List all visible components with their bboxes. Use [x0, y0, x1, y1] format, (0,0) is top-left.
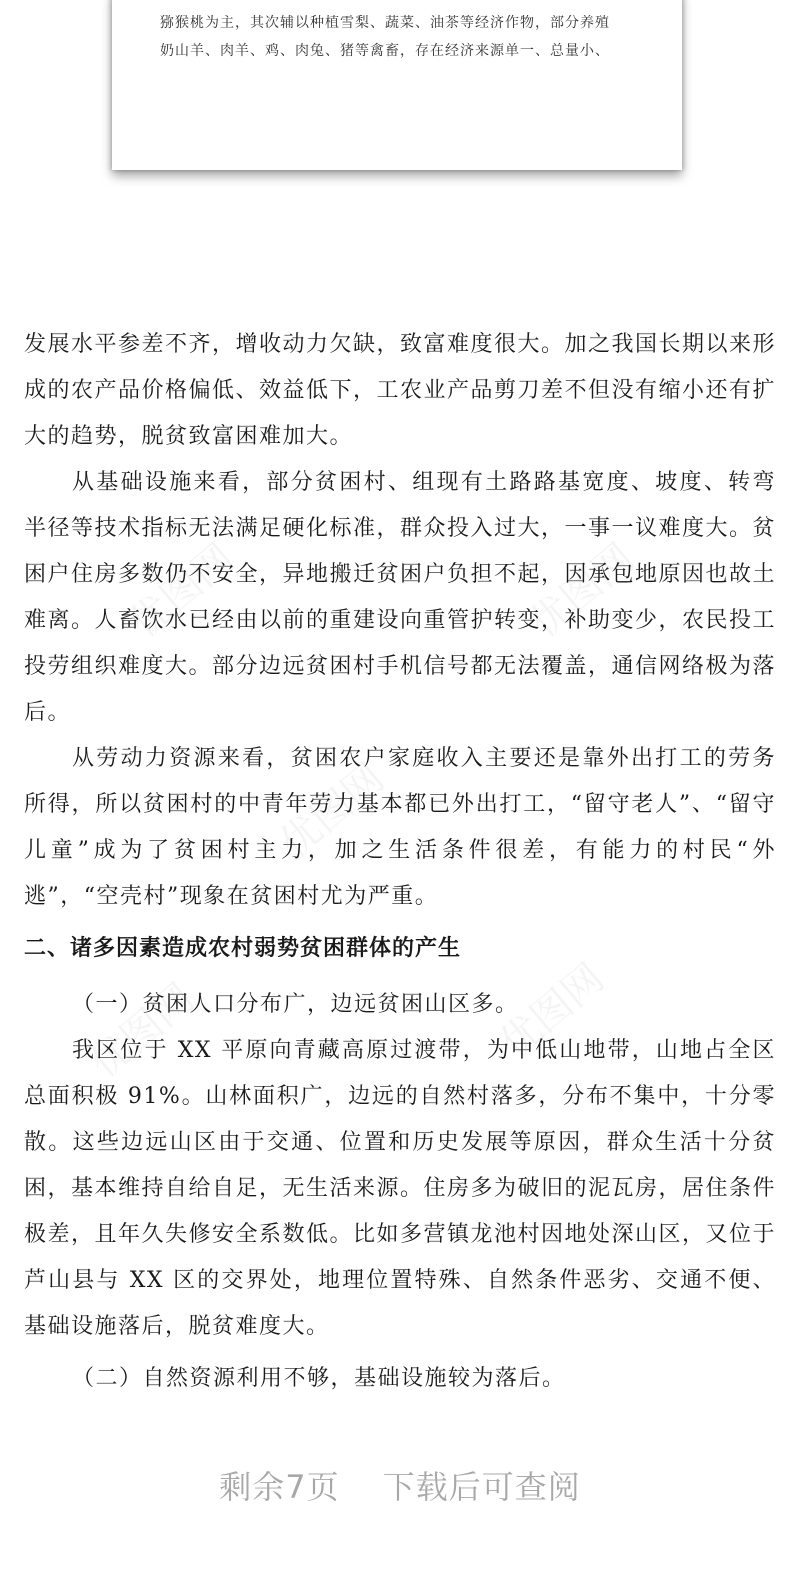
download-to-view-label[interactable]: 下载后可查阅 — [382, 1468, 581, 1506]
subsection-heading-2: （二）自然资源利用不够，基础设施较为落后。 — [72, 1366, 566, 1391]
paragraph-labor: 从劳动力资源来看，贫困农户家庭收入主要还是靠外出打工的劳务所得，所以贫困村的中青年劳力基本都已外出打工，“留守老人”、“留守儿童”成为了贫困村主力，加之生活条件很差，有能力的村民“外逃”，“空壳村”现象在贫困村尤为严重。 — [24, 746, 776, 909]
previous-page-card — [112, 0, 682, 170]
section-heading-2: 二、诸多因素造成农村弱势贫困群体的产生 — [24, 936, 462, 961]
previous-page-line-1: 猕猴桃为主，其次辅以种植雪梨、蔬菜、油茶等经济作物，部分养殖 — [160, 15, 610, 31]
paragraph-infrastructure: 从基础设施来看，部分贫困村、组现有土路路基宽度、坡度、转弯半径等技术指标无法满足硬化标准，群众投入过大，一事一议难度大。贫困户住房多数仍不安全，异地搬迁贫困户负担不起，因承包地原因也故土难离。人畜饮水已经由以前的重建设向重管护转变，补助变少，农民投工投劳组织难度大。部分边远贫困村手机信号都无法覆盖，通信网络极为落后。 — [24, 470, 777, 725]
previous-page-line-2: 奶山羊、肉羊、鸡、肉兔、猪等禽畜，存在经济来源单一、总量小、 — [160, 43, 610, 59]
document-body — [24, 322, 776, 1402]
paragraph-continuation: 发展水平参差不齐，增收动力欠缺，致富难度很大。加之我国长期以来形成的农产品价格偏低、效益低下，工农业产品剪刀差不但没有缩小还有扩大的趋势，脱贫致富困难加大。 — [24, 332, 777, 449]
subsection-heading-1: （一）贫困人口分布广，边远贫困山区多。 — [72, 992, 519, 1017]
download-prompt[interactable] — [0, 1462, 800, 1522]
previous-page-area — [0, 0, 800, 215]
paragraph-distribution: 我区位于 XX 平原向青藏高原过渡带，为中低山地带，山地占全区总面积极 91%。山林面积广，边远的自然村落多，分布不集中，十分零散。这些边远山区由于交通、位置和历史发展等原因，群众生活十分贫困，基本维持自给自足，无生活来源。住房多为破旧的泥瓦房，居住条件极差，且年久失修安全系数低。比如多营镇龙池村因地处深山区，又位于芦山县与 XX 区的交界处，地理位置特殊、自然条件恶劣、交通不便、基础设施落后，脱贫难度大。 — [24, 1038, 777, 1339]
remaining-pages-label: 剩余7页 — [219, 1468, 340, 1506]
